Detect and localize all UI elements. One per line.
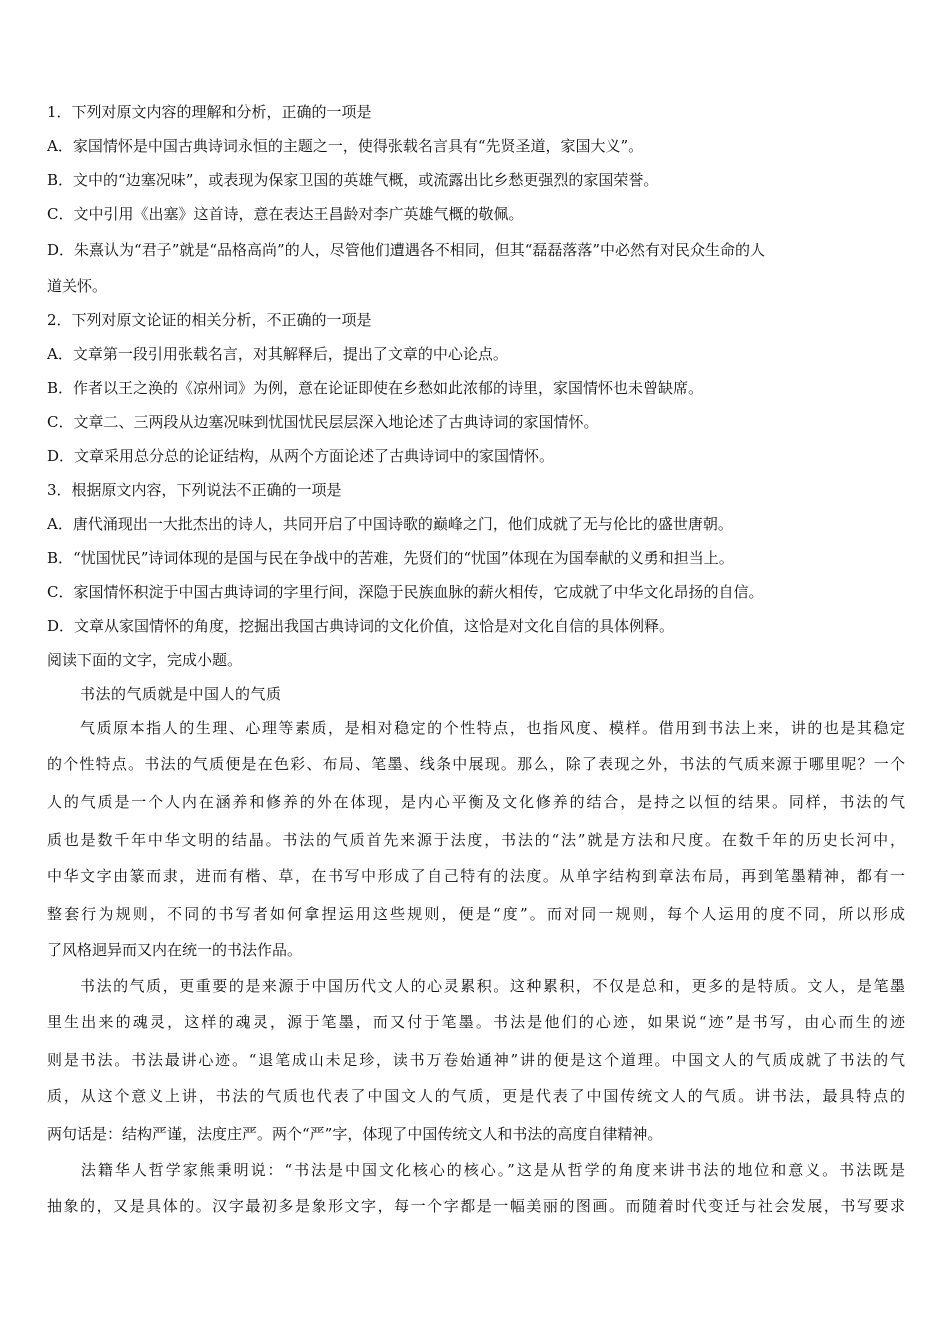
q2-option-b: B．作者以王之涣的《凉州词》为例，意在论证即使在乡愁如此浓郁的诗里，家国情怀也未曾缺席。: [47, 379, 704, 397]
passage-p1-line: 质也是数千年中华文明的结晶。书法的气质首先来源于法度，书法的“法”就是方法和尺度。在数千年的历史长河中，: [47, 831, 905, 849]
passage-p3-line: 法籍华人哲学家熊秉明说：“书法是中国文化核心的核心。”这是从哲学的角度来讲书法的地位和意义。书法既是: [47, 1161, 905, 1179]
passage-p2-line: 则是书法。书法最讲心迹。“退笔成山未足珍，读书万卷始通神”讲的便是这个道理。中国文人的气质成就了书法的气: [47, 1051, 905, 1069]
q3-option-a: A．唐代涌现出一大批杰出的诗人，共同开启了中国诗歌的巅峰之门，他们成就了无与伦比的盛世唐朝。: [47, 515, 733, 533]
passage-p2-line: 里生出来的魂灵，这样的魂灵，源于笔墨，而又付于笔墨。书法是他们的心迹，如果说“迹”是书写，由心而生的迹: [47, 1013, 905, 1031]
passage-p1-line: 的个性特点。书法的气质便是在色彩、布局、笔墨、线条中展现。那么，除了表现之外，书法的气质来源于哪里呢？一个: [47, 755, 905, 773]
q2-option-c: C．文章二、三两段从边塞况味到忧国忧民层层深入地论述了古典诗词的家国情怀。: [47, 413, 599, 431]
q2-stem: 2．下列对原文论证的相关分析，不正确的一项是: [47, 311, 372, 329]
passage-p1-line: 人的气质是一个人内在涵养和修养的外在体现，是内心平衡及文化修养的结合，是持之以恒的结果。同样，书法的气: [47, 793, 905, 811]
q2-option-d: D．文章采用总分总的论证结构，从两个方面论述了古典诗词中的家国情怀。: [47, 447, 555, 465]
q3-option-c: C．家国情怀积淀于中国古典诗词的字里行间，深隐于民族血脉的薪火相传，它成就了中华文化昂扬的自信。: [47, 583, 764, 601]
reading-instruction: 阅读下面的文字，完成小题。: [47, 651, 243, 669]
passage-p3-line: 抽象的，又是具体的。汉字最初多是象形文字，每一个字都是一幅美丽的图画。而随着时代变迁与社会发展，书写要求: [47, 1197, 905, 1215]
passage-p2-line: 质，从这个意义上讲，书法的气质也代表了中国文人的气质，更是代表了中国传统文人的气质。讲书法，最具特点的: [47, 1087, 905, 1105]
q1-stem: 1．下列对原文内容的理解和分析，正确的一项是: [47, 103, 372, 121]
q3-option-b: B．“忧国忧民”诗词体现的是国与民在争战中的苦难，先贤们的“忧国”体现在为国奉献的义勇和担当上。: [47, 549, 734, 567]
passage-p1-line: 中华文字由篆而隶，进而有楷、草，在书写中形成了自己特有的法度。从单字结构到章法布局，再到笔墨精神，都有一: [47, 867, 905, 885]
q1-option-d: D．朱熹认为“君子”就是“品格高尚”的人，尽管他们遭遇各不相同，但其“磊磊落落”中必然有对民众生命的人: [47, 241, 766, 259]
passage-p1-line: 了风格迥异而又内在统一的书法作品。: [47, 941, 303, 959]
passage-p1-line: 气质原本指人的生理、心理等素质，是相对稳定的个性特点，也指风度、模样。借用到书法上来，讲的也是其稳定: [47, 719, 905, 737]
passage-p2-line: 书法的气质，更重要的是来源于中国历代文人的心灵累积。这种累积，不仅是总和，更多的是特质。文人，是笔墨: [47, 977, 905, 995]
q3-stem: 3．根据原文内容，下列说法不正确的一项是: [47, 481, 342, 499]
q2-option-a: A．文章第一段引用张载名言，对其解释后，提出了文章的中心论点。: [47, 345, 508, 363]
q1-option-b: B．文中的“边塞况味”，或表现为保家卫国的英雄气概，或流露出比乡愁更强烈的家国荣誉。: [47, 171, 659, 189]
q1-option-d-cont: 道关怀。: [47, 277, 108, 295]
q3-option-d: D．文章从家国情怀的角度，挖掘出我国古典诗词的文化价值，这恰是对文化自信的具体例释。: [47, 617, 675, 635]
q1-option-c: C．文中引用《出塞》这首诗，意在表达王昌龄对李广英雄气概的敬佩。: [47, 205, 524, 223]
passage-title: 书法的气质就是中国人的气质: [80, 685, 282, 703]
passage-p1-line: 整套行为规则，不同的书写者如何拿捏运用这些规则，便是“度”。而对同一规则，每个人运用的度不同，所以形成: [47, 905, 905, 923]
passage-p2-line: 两句话是：结构严谨，法度庄严。两个“严”字，体现了中国传统文人和书法的高度自律精神。: [47, 1125, 663, 1143]
q1-option-a: A．家国情怀是中国古典诗词永恒的主题之一，使得张载名言具有“先贤圣道，家国大义”。: [47, 137, 644, 155]
